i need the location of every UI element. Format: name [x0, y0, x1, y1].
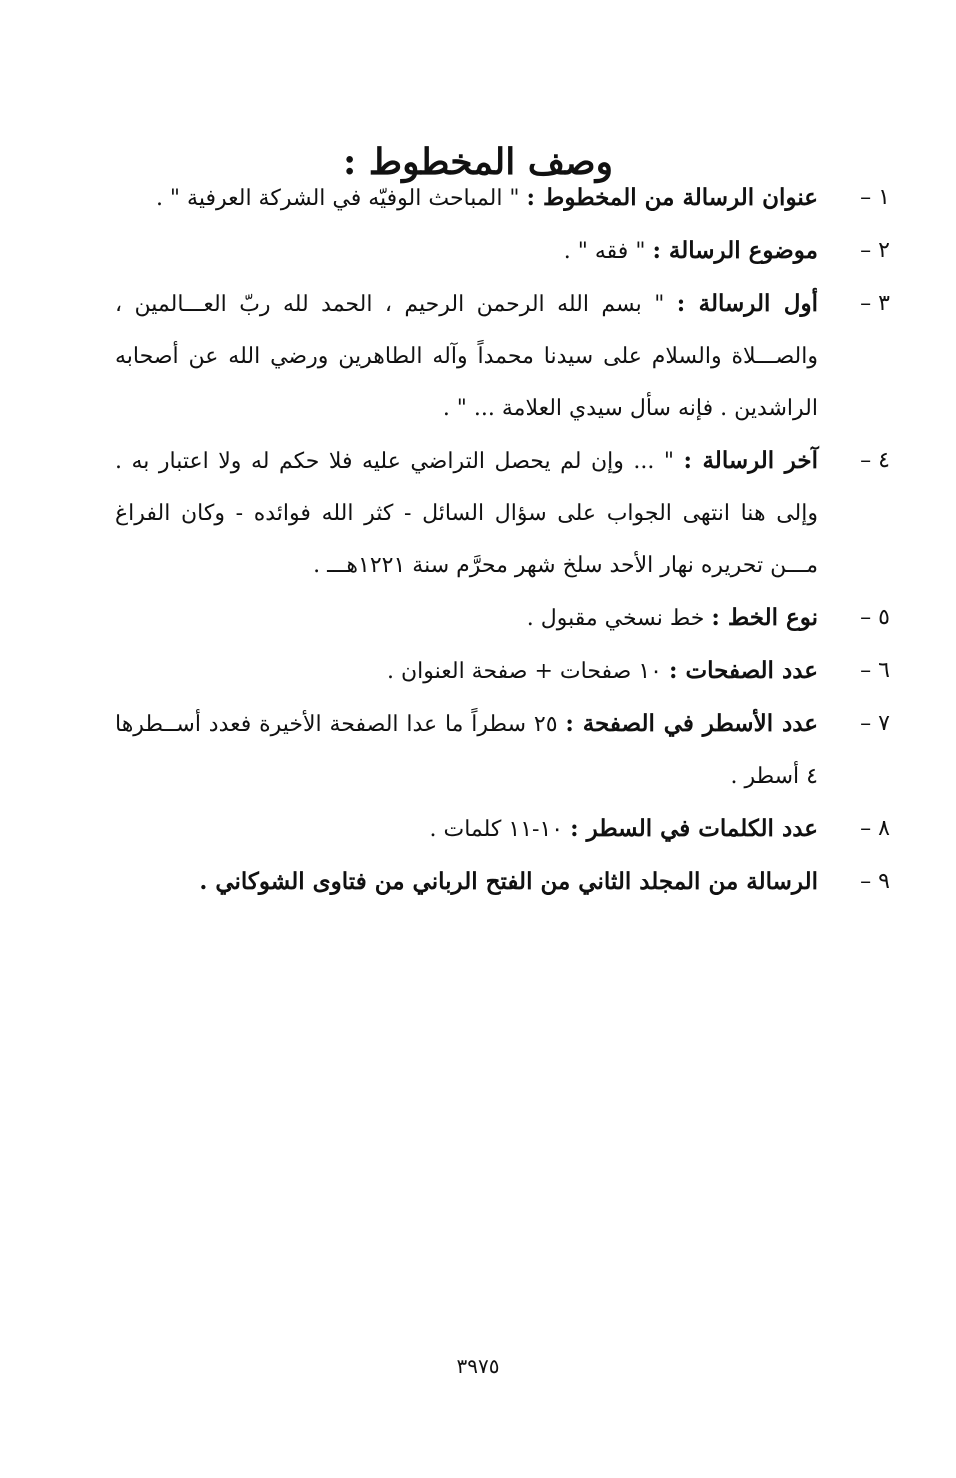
item-label: نوع الخط : [711, 604, 818, 631]
item-label: موضوع الرسالة : [652, 237, 818, 264]
item-number: ٩ – [860, 869, 890, 894]
list-item [115, 225, 890, 278]
item-body [115, 592, 818, 645]
item-number: ٣ – [860, 291, 890, 316]
item-text: ١٠-١١ كلمات . [429, 817, 571, 842]
list-item [115, 435, 890, 592]
item-number: ٨ – [860, 816, 890, 841]
list-item [115, 698, 890, 803]
item-body [115, 278, 818, 435]
item-number: ٧ – [860, 711, 890, 736]
item-number: ١ – [860, 185, 890, 210]
item-body [115, 856, 818, 909]
list-item [115, 592, 890, 645]
item-label: أول الرسالة : [676, 290, 819, 317]
list-item [115, 645, 890, 698]
page-number: ٣٩٧٥ [456, 1354, 500, 1378]
item-text: ١٠ صفحات + صفحة العنوان . [387, 659, 669, 684]
item-label: عدد الصفحات : [668, 657, 818, 684]
item-body [115, 172, 818, 225]
item-text: " ... وإن لم يحصل التراضي عليه فلا حكم له ولا اعتبار به . وإلى هنا انتهى الجواب على سؤال السائل - كثر الله فوائده - وكان الفراغ مـــن تحريره نهار الأحد سلخ شهر محرَّم سنة ١٢٢١هـــ . [115, 449, 818, 578]
item-text: ٢٥ سطراً ما عدا الصفحة الأخيرة فعدد أســطرها ٤ أسطر . [115, 712, 818, 789]
item-number: ٦ – [860, 658, 890, 683]
item-body [115, 225, 818, 278]
item-body [115, 803, 818, 856]
item-text: خط نسخي مقبول . [526, 606, 712, 631]
item-number: ٥ – [860, 605, 890, 630]
item-number: ٢ – [860, 238, 890, 263]
item-label: عدد الأسطر في الصفحة : [565, 710, 818, 737]
item-label: عنوان الرسالة من المخطوط : [526, 184, 818, 211]
list-item [115, 278, 890, 435]
manuscript-description-list [115, 172, 890, 909]
item-label: الرسالة من المجلد الثاني من الفتح الرباني من فتاوى الشوكاني . [199, 868, 818, 895]
item-text: " بسم الله الرحمن الرحيم ، الحمد لله ربّ العـــالمين ، والصـــلاة والسلام على سيدنا محمداً وآله الطاهرين ورضي الله عن أصحابه الراشدين . فإنه سأل سيدي العلامة ... " . [115, 292, 818, 421]
list-item [115, 803, 890, 856]
list-item [115, 172, 890, 225]
item-body [115, 698, 818, 803]
item-label: آخر الرسالة : [683, 447, 818, 474]
item-body [115, 645, 818, 698]
item-text: " فقه " . [563, 239, 653, 264]
item-label: عدد الكلمات في السطر : [570, 815, 818, 842]
item-body [115, 435, 818, 592]
list-item [115, 856, 890, 909]
item-number: ٤ – [860, 448, 890, 473]
page-title: وصف المخطوط : [342, 141, 614, 184]
item-text: " المباحث الوفيّه في الشركة العرفية " . [155, 186, 527, 211]
